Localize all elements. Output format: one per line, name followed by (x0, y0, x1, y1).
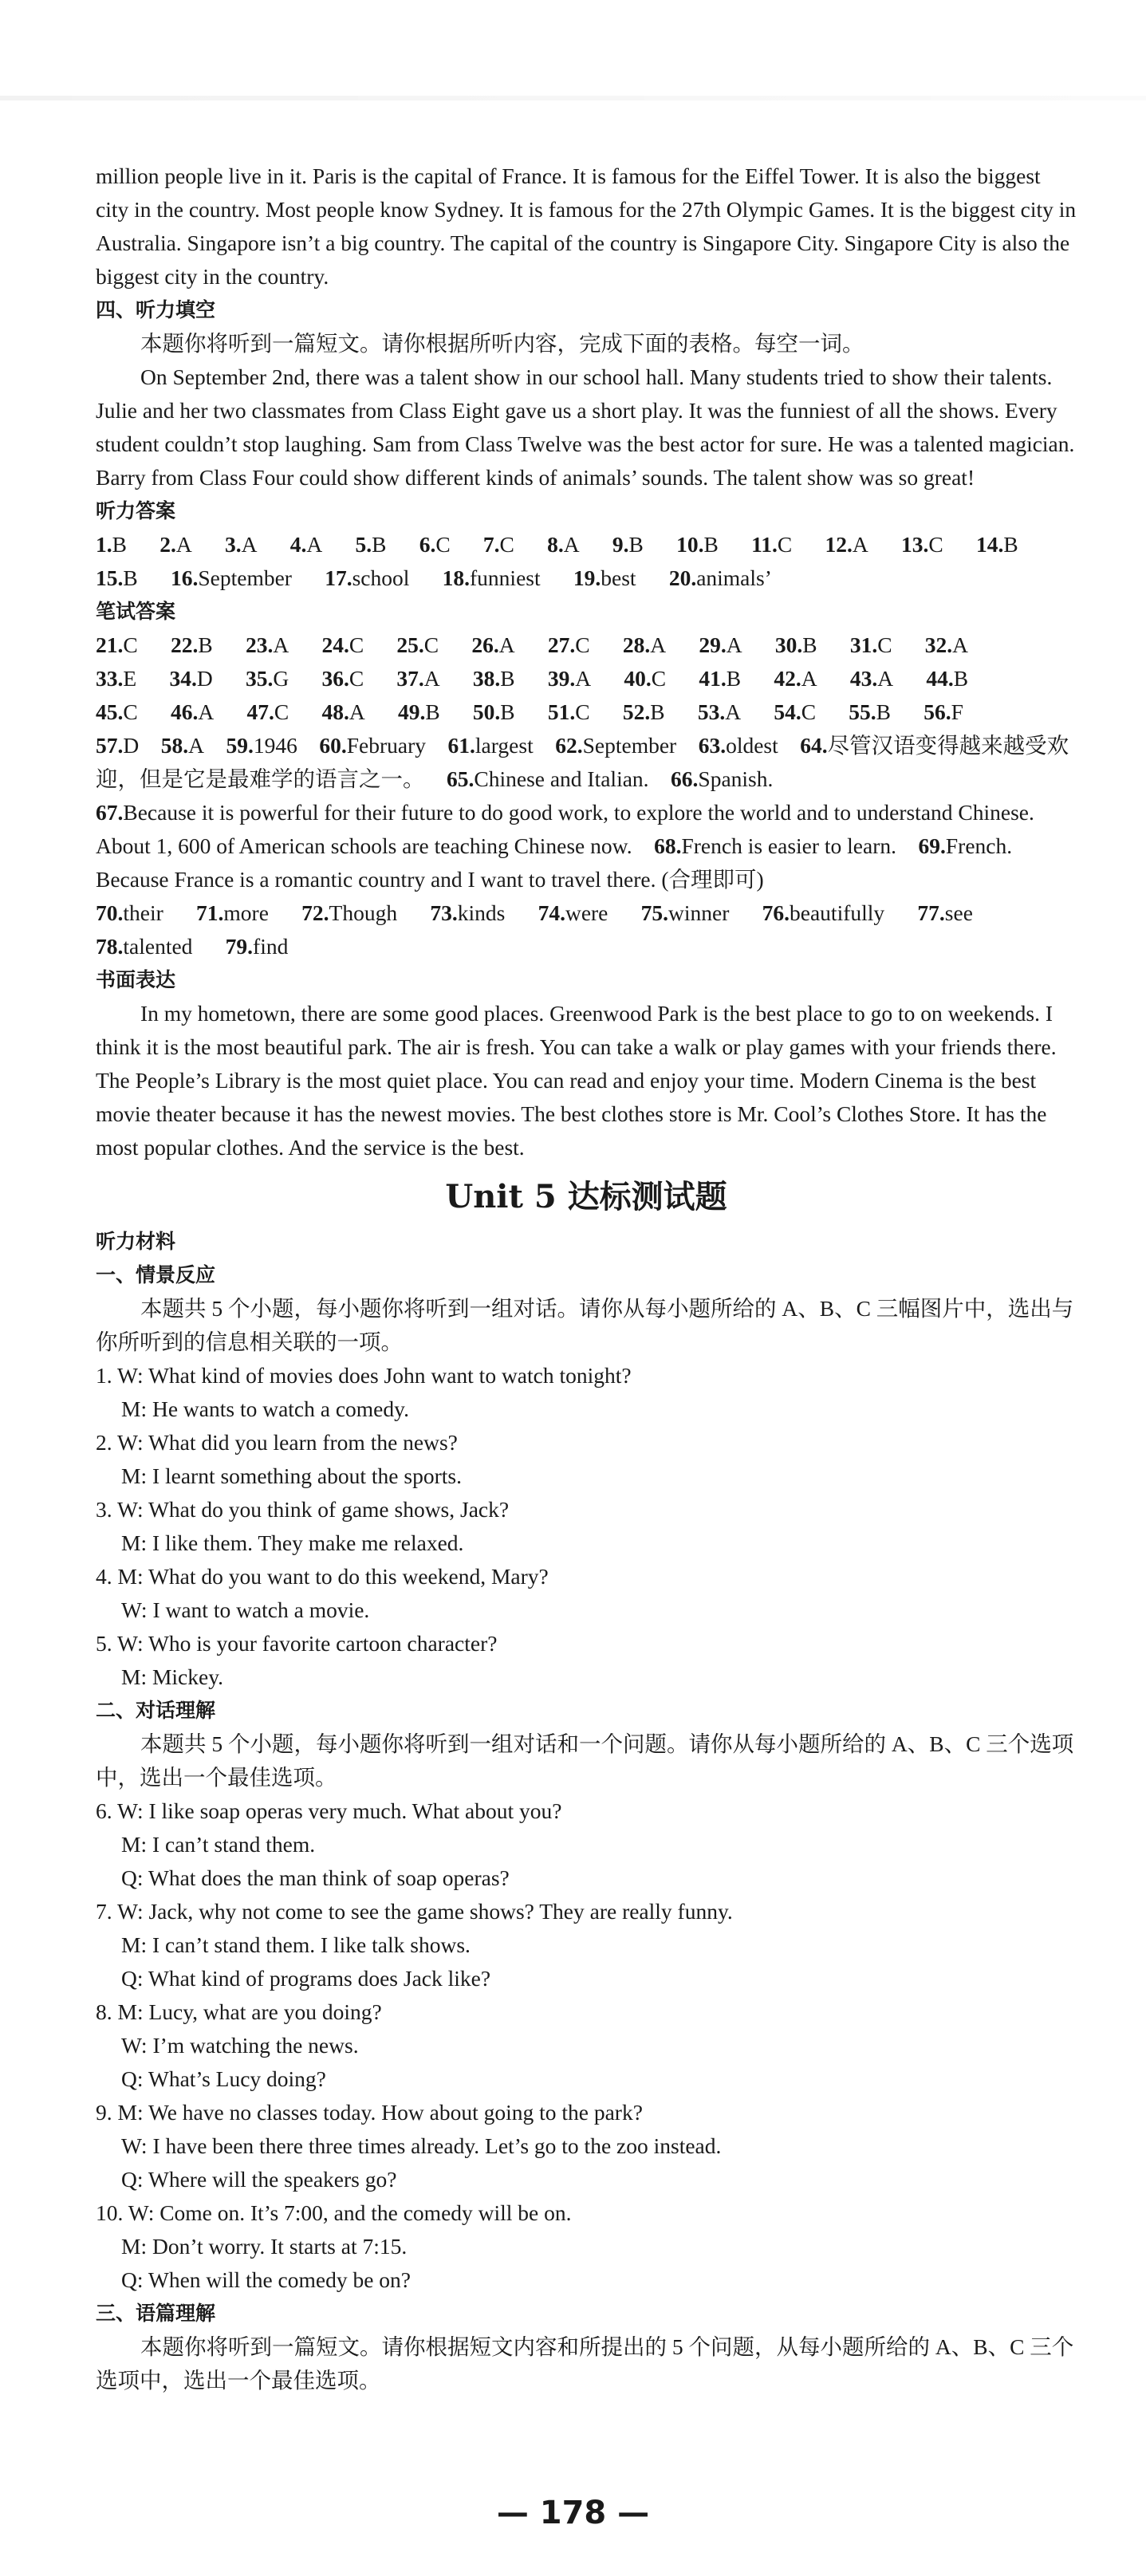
answer-number: 49. (397, 699, 426, 724)
answer-number: 11. (751, 532, 778, 557)
answer-value: B (876, 699, 891, 724)
answer-value: A (498, 632, 515, 657)
answer-item (555, 733, 676, 758)
answer-value: D (196, 666, 213, 691)
answer-item (159, 532, 192, 557)
section-4-instruction: 本题你将听到一篇短文。请你根据所听内容，完成下面的表格。每空一词。 (140, 331, 864, 356)
answer-row (96, 695, 1077, 729)
answer-value: C (651, 666, 667, 691)
answer-item (355, 532, 386, 557)
answer-number: 20. (668, 565, 697, 590)
answer-value: E (123, 666, 137, 691)
answer-item (171, 565, 292, 590)
answer-item (699, 666, 741, 691)
answer-item (246, 699, 289, 724)
answer-number: 63. (698, 733, 727, 758)
dialogue-line: W: I have been there three times already. Let’s go to the zoo instead. (121, 2133, 722, 2158)
answer-item (850, 666, 893, 691)
answer-item (699, 733, 778, 758)
answer-value: A (725, 699, 742, 724)
dialogue-first-line: 8. M: Lucy, what are you doing? (96, 1999, 382, 2024)
answer-item (96, 900, 163, 925)
dialogue-line: M: I learnt something about the sports. (121, 1463, 462, 1488)
answer-item (96, 699, 138, 724)
answer-number: 59. (226, 733, 254, 758)
answer-value: Though (329, 900, 398, 925)
answer-value: find (253, 934, 289, 959)
dialogue-first-line: 2. W: What did you learn from the news? (96, 1430, 458, 1455)
answer-item (548, 699, 590, 724)
answer-item (850, 632, 892, 657)
answer-number: 46. (170, 699, 199, 724)
answer-value: A (563, 532, 580, 557)
answer-item (641, 900, 730, 925)
part-1-dialogues (96, 1359, 1077, 1694)
answer-item (398, 699, 440, 724)
answer-number: 32. (924, 632, 953, 657)
answer-item (548, 632, 590, 657)
dialogue-line: M: I can’t stand them. (121, 1832, 316, 1857)
answer-value: B (1003, 532, 1018, 557)
answer-number: 74. (538, 900, 565, 925)
answer-value: A (952, 632, 969, 657)
answer-value: beautifully (790, 900, 885, 925)
dialogue-line: W: I want to watch a movie. (121, 1597, 370, 1622)
part-1-instruction: 本题共 5 个小题，每小题你将听到一组对话。请你从每小题所给的 A、B、C 三幅图片中，选出与你所听到的信息相关联的一项。 (96, 1296, 1074, 1354)
answer-item (976, 532, 1018, 557)
answer-value: B (123, 565, 138, 590)
answer-number: 18. (442, 565, 471, 590)
answer-item (849, 699, 891, 724)
answer-value: A (575, 666, 592, 691)
answer-number: 40. (624, 666, 652, 691)
answer-number: 7. (482, 532, 500, 557)
answer-value: A (801, 666, 817, 691)
answer-number: 39. (547, 666, 576, 691)
answer-number: 57. (96, 733, 124, 758)
answer-item (319, 733, 426, 758)
answer-number: 43. (849, 666, 878, 691)
answer-value: winner (668, 900, 730, 925)
writing-text: In my hometown, there are some good places. Greenwood Park is the best place to go to on weekends. I think it is the most beautiful park. The air is fresh. You can take a walk or play games with your friends there. The People’s Library is the most quiet place. You can read and enjoy your time. Modern Cinema is the best movie theater because it has the newest movies. The best clothes store is Mr. Cool’s Clothes Store. It has the most popular clothes. And the service is the best. (96, 1001, 1057, 1160)
dialogue-line: M: I can’t stand them. I like talk shows. (121, 1932, 471, 1957)
answer-number: 56. (923, 699, 951, 724)
answer-item (325, 565, 409, 590)
answer-value: A (726, 632, 742, 657)
dialogue-first-line: 10. W: Come on. It’s 7:00, and the comedy will be on. (96, 2200, 572, 2225)
answer-value: C (435, 532, 451, 557)
dialogue-line: Q: What kind of programs does Jack like? (121, 1966, 491, 1991)
answer-item (917, 900, 973, 925)
answer-value: C (499, 532, 514, 557)
answer-value: animals’ (696, 565, 772, 590)
answer-value: funniest (470, 565, 541, 590)
answer-number: 1. (96, 532, 112, 557)
answer-value: C (575, 632, 590, 657)
answer-number: 53. (697, 699, 726, 724)
answer-value: largest (475, 733, 534, 758)
answer-item (419, 532, 451, 557)
answer-value: A (273, 632, 289, 657)
listening-answers-heading: 听力答案 (96, 499, 176, 522)
dialogue-first-line: 5. W: Who is your favorite cartoon character? (96, 1631, 498, 1656)
answer-item (612, 532, 644, 557)
answer-item (654, 833, 896, 858)
answer-item (96, 632, 138, 657)
answer-item (473, 699, 515, 724)
answers-57-66 (96, 729, 1077, 796)
answers-78-79 (96, 930, 1077, 963)
answer-number: 15. (96, 565, 124, 590)
answer-value: A (650, 632, 667, 657)
answer-item (96, 733, 139, 758)
part-2-heading: 二、对话理解 (96, 1699, 216, 1722)
answer-value: B (425, 699, 440, 724)
answer-number: 64. (800, 733, 828, 758)
answer-number: 2. (159, 532, 176, 557)
writing-heading: 书面表达 (96, 968, 176, 991)
answer-number: 51. (547, 699, 576, 724)
answer-value: 1946 (253, 733, 297, 758)
answer-value: A (175, 532, 192, 557)
answer-item (669, 565, 772, 590)
dialogue-line: M: Mickey. (121, 1664, 224, 1689)
answer-number: 34. (169, 666, 197, 691)
answer-value: more (223, 900, 269, 925)
answer-number: 55. (849, 699, 876, 724)
answer-value: C (349, 632, 364, 657)
dialogue-line: Q: When will the comedy be on? (121, 2267, 412, 2292)
answer-value: September (198, 565, 292, 590)
answer-item (547, 532, 580, 557)
dialogue-line: Q: What’s Lucy doing? (121, 2066, 326, 2091)
part-3-heading: 三、语篇理解 (96, 2302, 216, 2325)
answer-value: B (372, 532, 387, 557)
answer-item (290, 532, 323, 557)
answer-item (775, 632, 817, 657)
answer-value: A (877, 666, 894, 691)
answer-value: French. Because France is a romantic country and I want to travel there. (合理即可) (96, 833, 1013, 892)
answer-row (96, 528, 1077, 561)
answer-item (96, 666, 136, 691)
answer-number: 65. (447, 766, 475, 791)
answers-67-69 (96, 796, 1077, 896)
answer-number: 38. (472, 666, 501, 691)
answer-number: 37. (396, 666, 424, 691)
dialogue-line: M: Don’t worry. It starts at 7:15. (121, 2234, 408, 2259)
answer-value: B (650, 699, 665, 724)
dialogue-line: W: I’m watching the news. (121, 2033, 359, 2058)
answer-value: C (423, 632, 439, 657)
answer-item (225, 532, 258, 557)
answer-number: 35. (245, 666, 274, 691)
answers-70-77 (96, 896, 1077, 930)
answer-item (321, 632, 364, 657)
answer-number: 19. (573, 565, 601, 590)
answer-value: C (777, 532, 793, 557)
answer-value: talented (123, 934, 193, 959)
section-4-heading: 四、听力填空 (96, 298, 216, 321)
answer-value: C (349, 666, 364, 691)
answer-value: C (928, 532, 943, 557)
dialogue-line: M: He wants to watch a comedy. (121, 1396, 409, 1421)
answer-number: 14. (975, 532, 1004, 557)
answer-item (573, 565, 636, 590)
answer-number: 70. (96, 900, 124, 925)
answer-item (923, 699, 963, 724)
answer-value: B (112, 532, 127, 557)
answer-value: 尽管汉语变得越来越受欢迎，但是它是最难学的语言之一。 (96, 733, 1069, 791)
answer-number: 67. (96, 800, 124, 825)
listening-answers (96, 528, 1077, 595)
answer-item (321, 666, 364, 691)
answer-number: 13. (901, 532, 929, 557)
answer-value: best (601, 565, 636, 590)
answer-number: 23. (245, 632, 274, 657)
section-4-passage: On September 2nd, there was a talent show in our school hall. Many students tried to show their talents. Julie and her two classmates from Class Eight gave us a short play. It was the funniest of all the shows. Every student couldn’t stop laughing. Sam from Class Twelve was the best actor for sure. He was a talented magician. Barry from Class Four could show different kinds of animals’ sounds. The talent show was so great! (96, 364, 1075, 490)
answer-number: 61. (447, 733, 475, 758)
answer-value: A (349, 699, 365, 724)
answer-value: C (123, 632, 138, 657)
answer-item (246, 632, 289, 657)
answer-number: 72. (301, 900, 329, 925)
answer-value: A (188, 733, 204, 758)
answer-number: 54. (774, 699, 801, 724)
answer-value: school (352, 565, 410, 590)
scan-edge (0, 96, 1146, 100)
answer-value: B (703, 532, 719, 557)
written-answers (96, 628, 1077, 729)
answer-number: 47. (246, 699, 274, 724)
answer-value: F (951, 699, 963, 724)
answer-number: 44. (926, 666, 954, 691)
answer-value: kinds (457, 900, 506, 925)
answer-item (161, 733, 204, 758)
answer-item (624, 666, 666, 691)
unit-title: Unit 5 达标测试题 (445, 1178, 727, 1215)
answer-number: 52. (622, 699, 651, 724)
answer-item (321, 699, 364, 724)
answer-number: 27. (547, 632, 576, 657)
answer-item (430, 900, 505, 925)
answer-item (443, 565, 541, 590)
dialogue-line: Q: Where will the speakers go? (121, 2167, 397, 2192)
answer-value: A (423, 666, 440, 691)
answer-item (396, 632, 439, 657)
answer-number: 33. (96, 666, 124, 691)
dialogue-first-line: 7. W: Jack, why not come to see the game shows? They are really funny. (96, 1899, 733, 1924)
answer-number: 68. (654, 833, 682, 858)
answer-value: C (801, 699, 817, 724)
answer-item (762, 900, 885, 925)
answer-number: 10. (676, 532, 704, 557)
answer-item (471, 632, 514, 657)
answer-value: C (575, 699, 590, 724)
materials-heading: 听力材料 (96, 1230, 176, 1253)
answer-value: B (500, 699, 515, 724)
answer-value: B (802, 632, 817, 657)
answer-value: C (274, 699, 289, 724)
answer-value: B (628, 532, 644, 557)
answer-number: 58. (160, 733, 189, 758)
answer-item (396, 666, 439, 691)
answer-value: Because it is powerful for their future to do good work, to explore the world and to understand Chinese. About 1, 600 of American schools are teaching Chinese now. (96, 800, 1034, 858)
answer-value: Spanish. (698, 766, 774, 791)
answer-number: 76. (762, 900, 790, 925)
answer-number: 21. (96, 632, 124, 657)
answer-number: 4. (289, 532, 307, 557)
answer-number: 24. (321, 632, 349, 657)
answer-item (226, 733, 297, 758)
answer-item (169, 666, 212, 691)
answer-number: 66. (671, 766, 699, 791)
answer-number: 71. (196, 900, 224, 925)
answer-item (698, 699, 741, 724)
answer-item (671, 766, 773, 791)
top-paragraph: million people live in it. Paris is the capital of France. It is famous for the Eiffel Tower. It is also the biggest city in the country. Most people know Sydney. It is famous for the 27th Olympic Games. It is the biggest city in Australia. Singapore isn’t a big country. The capital of the country is Singapore City. Singapore City is also the biggest city in the country. (96, 163, 1077, 289)
answer-value: D (123, 733, 140, 758)
answer-value: A (306, 532, 323, 557)
answer-item (774, 699, 816, 724)
dialogue-first-line: 4. M: What do you want to do this weekend, Mary? (96, 1564, 549, 1589)
answer-item (623, 699, 665, 724)
dialogue-first-line: 1. W: What kind of movies does John want to watch tonight? (96, 1363, 632, 1388)
answer-number: 41. (699, 666, 727, 691)
answer-value: their (123, 900, 163, 925)
answer-number: 75. (640, 900, 669, 925)
answer-item (483, 532, 514, 557)
answer-item (825, 532, 868, 557)
answer-value: were (565, 900, 608, 925)
answer-item (96, 532, 127, 557)
dialogue-line: M: I like them. They make me relaxed. (121, 1530, 464, 1555)
answer-item (448, 733, 534, 758)
answer-row (96, 662, 1077, 695)
answer-item (301, 900, 397, 925)
answer-number: 73. (430, 900, 458, 925)
answer-value: Chinese and Italian. (474, 766, 649, 791)
answer-number: 29. (699, 632, 727, 657)
part-2-dialogues (96, 1794, 1077, 2297)
answer-value: French is easier to learn. (681, 833, 897, 858)
answer-number: 69. (918, 833, 946, 858)
answer-value: A (852, 532, 868, 557)
answer-item (447, 766, 649, 791)
answer-item (925, 632, 968, 657)
answer-row (96, 561, 1077, 595)
part-2-instruction: 本题共 5 个小题，每小题你将听到一组对话和一个问题。请你从每小题所给的 A、B、C 三个选项中，选出一个最佳选项。 (96, 1731, 1074, 1790)
answer-number: 17. (325, 565, 352, 590)
answer-number: 12. (825, 532, 853, 557)
answer-item (699, 632, 742, 657)
answer-value: C (123, 699, 138, 724)
answer-item (96, 565, 138, 590)
answer-number: 25. (396, 632, 424, 657)
answer-number: 9. (612, 532, 629, 557)
answer-number: 8. (547, 532, 564, 557)
answer-item (246, 666, 289, 691)
part-3-instruction: 本题你将听到一篇短文。请你根据短文内容和所提出的 5 个问题，从每小题所给的 A、B、C 三个选项中，选出一个最佳选项。 (96, 2334, 1074, 2393)
answer-number: 26. (471, 632, 499, 657)
answer-number: 16. (170, 565, 199, 590)
answer-number: 78. (96, 934, 124, 959)
answer-page (96, 160, 1077, 2397)
answer-value: February (346, 733, 427, 758)
page-number: — 178 — (496, 2495, 650, 2531)
answer-item (676, 532, 719, 557)
dialogue-first-line: 3. W: What do you think of game shows, Jack? (96, 1497, 510, 1522)
dialogue-line: Q: What does the man think of soap operas? (121, 1865, 510, 1890)
part-1-heading: 一、情景反应 (96, 1263, 216, 1286)
answer-item (901, 532, 943, 557)
answer-number: 6. (419, 532, 436, 557)
answer-number: 45. (96, 699, 124, 724)
answer-value: B (198, 632, 213, 657)
answer-value: see (944, 900, 973, 925)
answer-number: 50. (472, 699, 501, 724)
answer-number: 22. (170, 632, 199, 657)
answer-number: 62. (555, 733, 583, 758)
answer-number: 31. (849, 632, 878, 657)
answer-number: 3. (224, 532, 242, 557)
answer-number: 60. (319, 733, 347, 758)
answer-item (96, 934, 192, 959)
answer-item (623, 632, 666, 657)
answer-item (171, 632, 213, 657)
answer-number: 42. (774, 666, 801, 691)
answer-value: B (726, 666, 742, 691)
answer-item (538, 900, 608, 925)
answer-row (96, 628, 1077, 662)
answer-number: 48. (321, 699, 349, 724)
answer-value: G (273, 666, 289, 691)
answer-item (751, 532, 792, 557)
answer-value: September (582, 733, 677, 758)
dialogue-first-line: 9. M: We have no classes today. How about going to the park? (96, 2100, 643, 2125)
answer-number: 28. (622, 632, 651, 657)
answer-item (473, 666, 515, 691)
answer-value: A (241, 532, 258, 557)
answer-number: 36. (321, 666, 349, 691)
answer-number: 30. (774, 632, 803, 657)
answer-number: 79. (225, 934, 254, 959)
answer-item (926, 666, 968, 691)
answer-value: C (877, 632, 892, 657)
answer-item (548, 666, 591, 691)
answer-number: 5. (355, 532, 372, 557)
answer-item (774, 666, 817, 691)
answer-value: B (500, 666, 515, 691)
answer-number: 77. (917, 900, 945, 925)
dialogue-first-line: 6. W: I like soap operas very much. What about you? (96, 1798, 562, 1823)
answer-item (196, 900, 269, 925)
answer-item (226, 934, 289, 959)
answer-value: oldest (726, 733, 778, 758)
written-answers-heading: 笔试答案 (96, 600, 176, 623)
answer-value: A (198, 699, 215, 724)
answer-value: B (953, 666, 969, 691)
answer-item (171, 699, 214, 724)
